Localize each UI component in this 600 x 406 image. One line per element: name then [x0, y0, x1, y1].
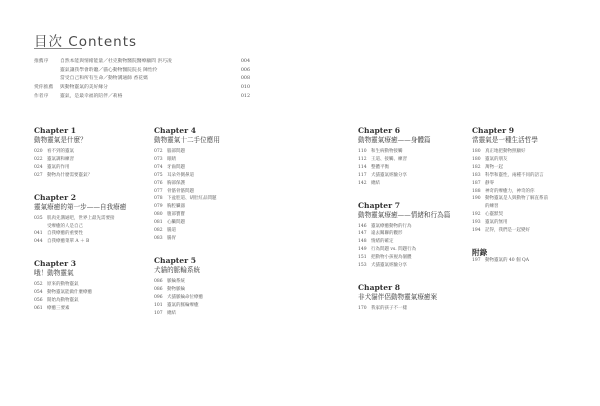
chapter-block	[34, 259, 146, 313]
toc-entry	[358, 254, 470, 262]
entry-title: 脈輪系統	[167, 278, 185, 284]
preface-page: 010	[240, 85, 250, 91]
toc-entry	[358, 246, 470, 254]
entry-page: 072	[154, 149, 163, 154]
chapter-title: 非犬貓伴侶動物靈氣療癒案	[358, 292, 438, 301]
entry-title: 情緒的確定	[371, 239, 394, 245]
entry-page: 194	[472, 228, 481, 234]
toc-entry	[358, 172, 470, 180]
entry-title: 牙齒問題	[167, 164, 185, 170]
page-title: 目次 Contents	[34, 34, 138, 50]
entry-title: 開始為動物靈氣	[47, 298, 79, 304]
entry-page: 170	[358, 305, 367, 311]
entry-page: 073	[154, 156, 163, 162]
entry-list	[472, 148, 594, 235]
toc-entry	[472, 195, 594, 203]
entry-title: 療癒三要素	[47, 305, 70, 311]
chapter-title: 犬貓的脈輪系統	[154, 265, 201, 274]
preface-text: 當受自己和所有生命／動物溝通師 香花媽	[60, 76, 148, 82]
toc-column-1	[34, 126, 146, 326]
toc-entry	[34, 148, 146, 156]
entry-list	[154, 148, 266, 243]
preface-text: 靈氣，是最幸福的陪伴／莉格	[60, 93, 123, 99]
preface-role	[34, 67, 60, 76]
entry-page: 081	[154, 220, 163, 226]
entry-title: 下盆腔道、胡肚紅品問題	[167, 196, 217, 202]
entry-title: 心靈默契	[485, 212, 503, 218]
entry-title: 整體平衡	[371, 164, 389, 170]
entry-page: 180	[472, 149, 481, 154]
entry-page: 183	[472, 172, 481, 178]
entry-title: 動物為什麼需要靈氣？	[47, 172, 92, 178]
toc-entry	[154, 180, 266, 188]
entry-title: 骨骼骨骼問題	[167, 188, 194, 194]
preface-role: 推薦序	[34, 59, 49, 64]
preface-row	[34, 58, 250, 67]
entry-page: 027	[34, 172, 43, 178]
preface-list	[34, 58, 250, 102]
entry-title: 靈氣的朋友	[485, 156, 508, 162]
entry-title: 原來的動物靈氣	[47, 282, 79, 288]
entry-title: 靈氣的作用	[47, 164, 70, 170]
chapter-title: 哦！動物靈氣	[34, 269, 74, 278]
chapter-title: 動物靈氣十二手位應用	[154, 136, 220, 144]
toc-entry	[154, 156, 266, 164]
entry-title-continued: 的練習	[485, 204, 499, 210]
preface-text: 與動物靈氣的美好緣分	[60, 85, 108, 91]
entry-title: 動物靈氣是人與動物了解直系前	[485, 196, 548, 202]
entry-list	[358, 305, 470, 313]
entry-title: 胸部保護	[167, 180, 185, 186]
preface-page: 004	[240, 59, 250, 64]
entry-title: 腦部問題	[167, 149, 185, 154]
chapter-title: 當靈氣是一種生活哲學	[472, 136, 538, 144]
toc-entry	[154, 294, 266, 302]
entry-title: 自我療癒菜單 A ＋ B	[47, 239, 90, 245]
chapter-block	[472, 126, 594, 235]
toc-entry	[358, 164, 470, 172]
entry-page: 193	[472, 220, 481, 226]
entry-page: 187	[472, 180, 481, 186]
entry-title: 肌肉先溝通吧，世界上最先需要接	[47, 215, 115, 221]
chapter-title: 靈氣療癒的第一步——自我療癒	[34, 202, 127, 211]
chapter-heading: Chapter 2	[34, 192, 77, 202]
toc-entry	[358, 230, 470, 238]
preface-page: 006	[240, 67, 250, 73]
toc-entry	[154, 227, 266, 235]
entry-page: 056	[34, 298, 43, 304]
entry-title: 腹部寶寶	[167, 212, 185, 218]
toc-entry	[34, 297, 146, 305]
chapter-block	[358, 283, 470, 313]
toc-entry	[154, 286, 266, 294]
entry-list	[154, 278, 266, 318]
preface-row	[34, 84, 250, 93]
entry-title: 我家的孩子不一樣	[371, 305, 407, 311]
chapter-block	[472, 248, 594, 265]
chapter-block	[34, 193, 146, 247]
toc-entry	[358, 238, 470, 246]
chapter-heading: Chapter 3	[34, 259, 77, 269]
toc-entry	[154, 219, 266, 227]
preface-page: 012	[240, 93, 250, 99]
toc-entry	[154, 188, 266, 196]
toc-entry	[154, 302, 266, 310]
entry-title: 犬貓靈氣經驗分享	[371, 263, 407, 269]
toc-entry	[154, 211, 266, 219]
entry-title: 和生病動物接觸	[371, 149, 403, 154]
entry-page: 078	[154, 196, 163, 202]
toc-entry	[34, 281, 146, 289]
preface-role: 愛你推薦	[34, 85, 54, 91]
entry-page: 112	[358, 156, 367, 162]
toc-entry	[34, 172, 146, 180]
toc-entry	[154, 278, 266, 286]
toc-entry	[358, 262, 470, 270]
entry-page: 148	[358, 239, 367, 245]
toc-entry	[358, 223, 470, 231]
toc-column-3	[358, 126, 470, 326]
entry-title: 神奇的療癒力，神奇的你	[485, 188, 535, 194]
entry-page: 188	[472, 188, 481, 194]
toc-entry	[472, 180, 594, 188]
toc-entry	[358, 305, 470, 313]
entry-title: 自我療癒的重要性	[47, 231, 83, 237]
toc-entry	[154, 148, 266, 156]
entry-page: 079	[154, 204, 163, 210]
preface-row	[34, 75, 250, 84]
entry-page: 149	[358, 247, 367, 253]
entry-page: 117	[358, 172, 367, 178]
toc-entry	[154, 195, 266, 203]
entry-page: 146	[358, 223, 367, 229]
chapter-title: 動物靈氣療癒——情緒和行為篇	[358, 210, 451, 219]
entry-title: 眼睛	[167, 156, 176, 162]
entry-page: 096	[154, 294, 163, 300]
entry-page: 020	[34, 149, 43, 154]
entry-title: 靈氣的脈輪療癒	[167, 302, 199, 308]
entry-page: 107	[154, 310, 163, 316]
chapter-heading: Chapter 5	[154, 255, 197, 265]
preface-row	[34, 93, 250, 102]
entry-list	[358, 148, 470, 188]
entry-title: 犬貓靈氣經驗分享	[371, 172, 407, 178]
chapter-title: 動物靈氣療癒——身體篇	[358, 136, 431, 144]
toc-entry	[34, 164, 146, 172]
toc-entry	[472, 227, 594, 235]
entry-page: 180	[472, 156, 481, 162]
chapter-block	[358, 126, 470, 188]
entry-page: 190	[472, 196, 481, 202]
entry-page: 086	[154, 286, 163, 292]
entry-page: 074	[154, 164, 163, 170]
entry-title: 看不到的靈氣	[47, 149, 74, 154]
preface-text: 自然本能與情緒能量／杜克動物醫院醫療顧問 洪巧凌	[60, 59, 172, 64]
toc-entry	[472, 156, 594, 164]
toc-entry	[34, 289, 146, 297]
entry-title: 王道、接觸、練習	[371, 156, 407, 162]
entry-list	[34, 215, 146, 247]
entry-page: 035	[34, 215, 43, 221]
toc-entry	[34, 305, 146, 313]
entry-list	[34, 148, 146, 180]
toc-entry	[34, 156, 146, 164]
preface-page: 008	[240, 76, 250, 82]
entry-page: 076	[154, 180, 163, 186]
entry-list	[34, 281, 146, 313]
toc-entry	[358, 156, 470, 164]
entry-title: 胸腔臟器	[167, 204, 185, 210]
toc-entry	[472, 172, 594, 180]
toc-entry	[34, 215, 146, 223]
entry-page: 024	[34, 164, 43, 170]
chapter-title: 動物靈氣是什麼？	[34, 136, 87, 144]
entry-title: 動物靈氣能做什麼療癒	[47, 290, 92, 296]
entry-title: 心臟問題	[167, 220, 185, 226]
entry-page: 044	[34, 239, 43, 245]
toc-entry	[472, 148, 594, 156]
chapter-heading: Chapter 1	[34, 126, 77, 135]
entry-page: 197	[472, 257, 481, 263]
entry-title: 把動物小孩視為個體	[371, 255, 412, 261]
toc-column-2	[154, 126, 266, 330]
toc-entry	[472, 188, 594, 196]
entry-title: 行為問題 vs. 問題行為	[371, 247, 417, 253]
chapter-heading: Chapter 4	[154, 126, 197, 135]
chapter-heading: Chapter 6	[358, 126, 401, 135]
toc-entry	[154, 203, 266, 211]
toc-entry	[154, 164, 266, 172]
toc-entry	[358, 148, 470, 156]
chapter-block	[358, 201, 470, 270]
preface-role	[34, 75, 60, 84]
entry-page: 086	[154, 278, 163, 284]
toc-entry	[34, 230, 146, 238]
entry-title: 靈氣的無用	[485, 220, 508, 226]
title-underline	[34, 48, 82, 49]
entry-page: 142	[358, 180, 367, 186]
toc-entry	[154, 172, 266, 180]
toc-entry	[472, 164, 594, 172]
entry-page: 182	[472, 164, 481, 170]
entry-title: 靈氣調和練習	[47, 156, 74, 162]
chapter-block	[154, 256, 266, 318]
toc-column-4	[472, 126, 594, 278]
entry-page: 114	[358, 164, 367, 170]
entry-title: 萬物一起	[485, 164, 503, 170]
entry-title: 遠去關聯的觀形	[371, 231, 403, 237]
entry-title: 總結	[167, 310, 176, 316]
toc-entry	[472, 257, 594, 265]
entry-title: 腸道	[167, 228, 176, 234]
preface-text: 靈氣讓我學會聆聽／貓心動物醫院院長 陳怡伶	[60, 67, 158, 73]
chapter-heading: Chapter 7	[358, 200, 401, 210]
chapter-heading: 附錄	[472, 247, 488, 257]
chapter-heading: Chapter 8	[358, 282, 401, 292]
entry-list	[358, 223, 470, 270]
entry-page: 080	[154, 212, 163, 218]
entry-title: 動物脈輪	[167, 286, 185, 292]
entry-page: 110	[358, 149, 367, 154]
entry-list	[472, 257, 594, 265]
entry-page: 022	[34, 156, 43, 162]
toc-entry	[154, 310, 266, 318]
entry-title: 靜零	[485, 180, 494, 186]
toc-entry	[34, 238, 146, 246]
chapter-block	[154, 126, 266, 243]
entry-title: 總結	[371, 180, 380, 186]
toc-entry	[472, 219, 594, 227]
chapter-heading: Chapter 9	[472, 126, 515, 135]
entry-title: 耳朵外側鼻道	[167, 172, 194, 178]
preface-role: 作者序	[34, 93, 49, 99]
entry-page: 083	[154, 235, 163, 241]
toc-entry	[358, 180, 470, 188]
entry-page: 101	[154, 302, 163, 308]
entry-page: 082	[154, 228, 163, 234]
preface-row	[34, 67, 250, 76]
entry-page: 041	[34, 231, 43, 237]
entry-title: 靈氣療癒動物的行為	[371, 223, 412, 229]
entry-page: 054	[34, 290, 43, 296]
entry-title: 記得，我們是一起變好	[485, 228, 530, 234]
entry-page: 052	[34, 282, 43, 288]
entry-page: 061	[34, 305, 43, 311]
toc-entry	[472, 211, 594, 219]
entry-page: 075	[154, 172, 163, 178]
entry-title-continued: 受療癒的人是自己	[47, 223, 83, 229]
entry-page: 077	[154, 188, 163, 194]
toc-entry	[154, 235, 266, 243]
entry-title: 真正地把動物照顧好	[485, 149, 526, 154]
entry-page: 192	[472, 212, 481, 218]
chapter-block	[34, 126, 146, 180]
entry-page: 147	[358, 231, 367, 237]
entry-title: 犬貓脈輪命位療癒	[167, 294, 203, 300]
entry-title: 動物靈氣的 40 個 QA	[485, 257, 529, 263]
entry-page: 151	[358, 255, 367, 261]
entry-title: 科學和靈性，兩種不同的語言	[485, 172, 544, 178]
entry-page: 153	[358, 263, 367, 269]
entry-title: 腸胃	[167, 235, 176, 241]
